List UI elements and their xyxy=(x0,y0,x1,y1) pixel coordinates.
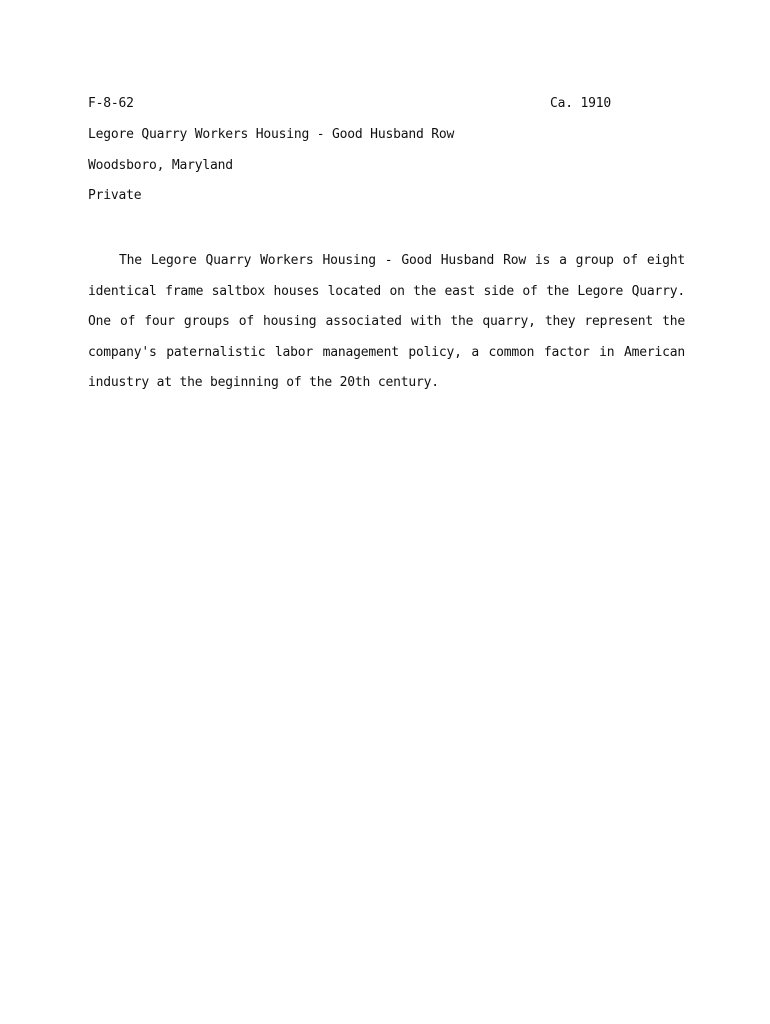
description-paragraph: The Legore Quarry Workers Housing - Good Husband Row is a group of eight identical frame saltbox houses located on the east side of the Legore Quarry. One of four groups of housing associated with the quarry, they represent the company's paternalistic labor management policy, a common factor in American industry at the beginning of the 20th century. xyxy=(88,253,685,390)
site-id: F-8-62 xyxy=(88,96,134,111)
date-circa: Ca. 1910 xyxy=(550,96,612,111)
property-location: Woodsboro, Maryland xyxy=(88,158,233,173)
ownership-status: Private xyxy=(88,188,142,203)
property-title: Legore Quarry Workers Housing - Good Husband Row xyxy=(88,127,455,142)
